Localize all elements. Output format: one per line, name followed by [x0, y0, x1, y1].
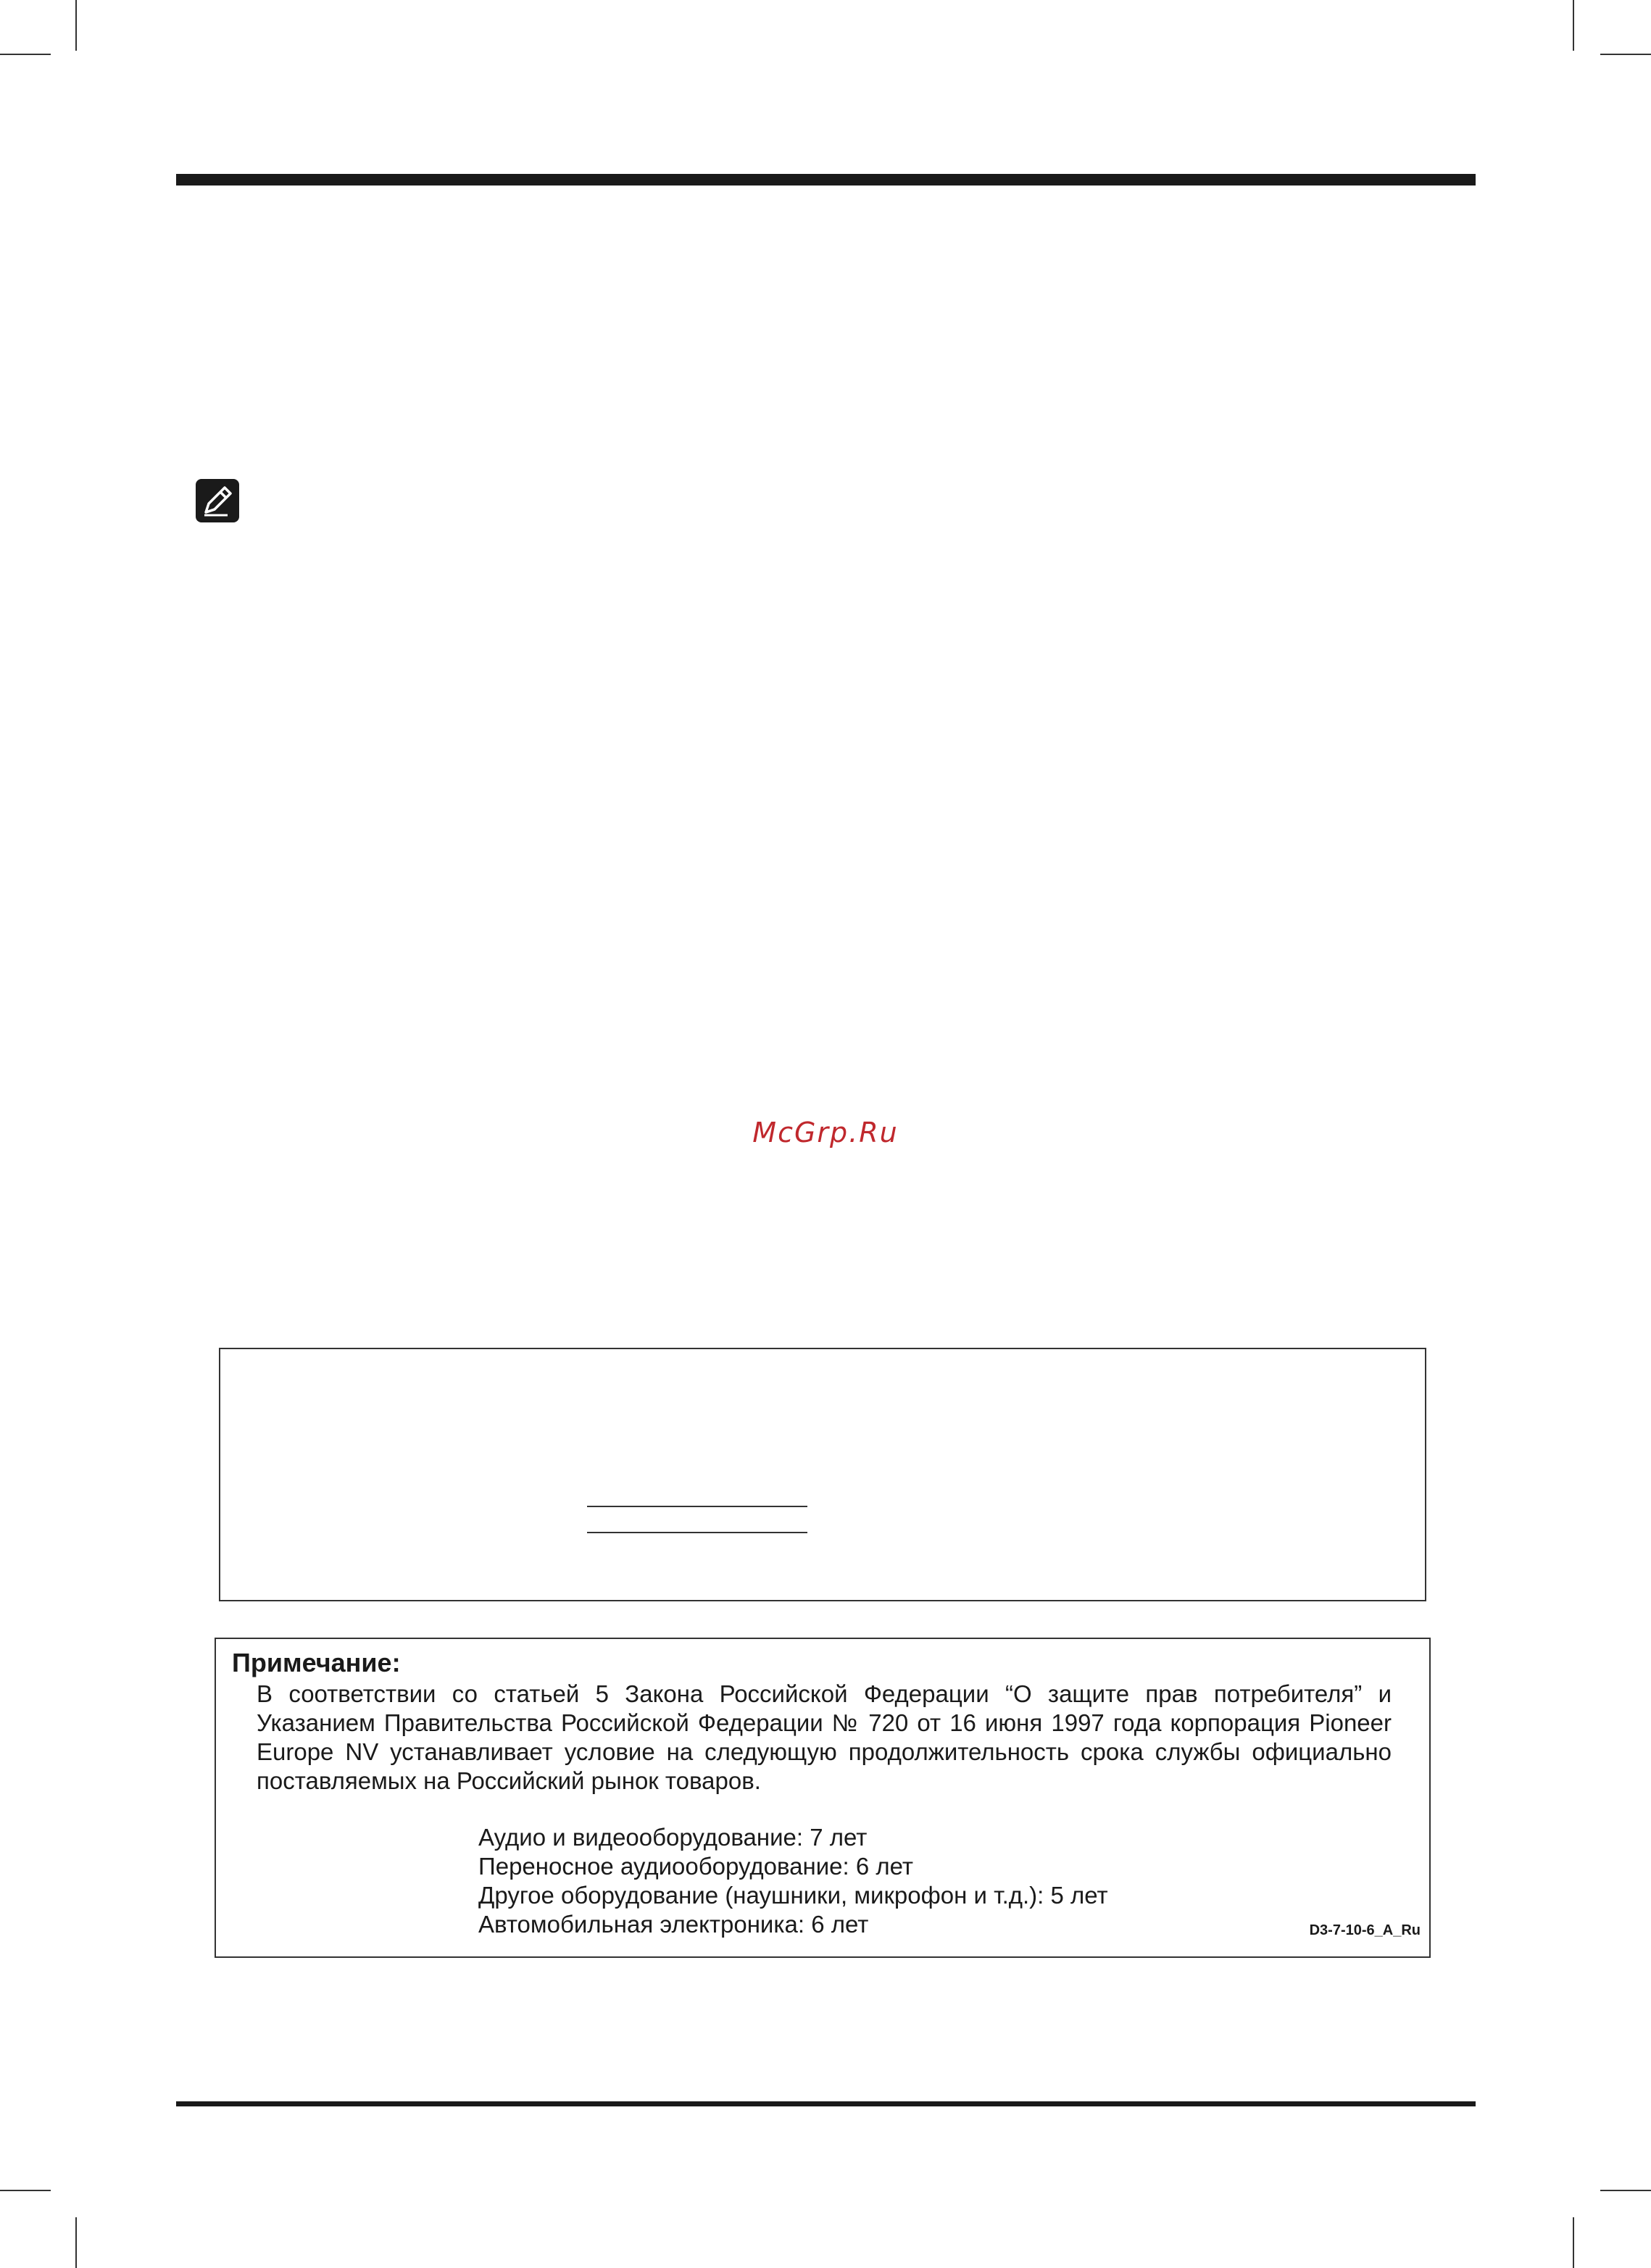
crop-mark [0, 54, 51, 55]
header-rule [176, 174, 1476, 185]
footer-rule [176, 2101, 1476, 2106]
notice-box [215, 1638, 1431, 1958]
crop-mark [75, 0, 77, 51]
signature-line [587, 1506, 807, 1507]
service-life-list [478, 1823, 1108, 1939]
list-item: Другое оборудование (наушники, микрофон и т.д.): 5 лет [478, 1882, 1108, 1909]
list-item: Переносное аудиооборудование: 6 лет [478, 1853, 913, 1880]
signature-line [587, 1532, 807, 1533]
watermark: McGrp.Ru [752, 1117, 899, 1148]
crop-mark [75, 2217, 77, 2268]
crop-mark [1573, 0, 1574, 51]
warranty-box [219, 1348, 1426, 1601]
crop-mark [1573, 2217, 1574, 2268]
crop-mark [1600, 54, 1651, 55]
notice-body: В соответствии со статьей 5 Закона Российской Федерации “О защите прав потребителя” и Указанием Правительства Российской Федерации № 720 от 16 июня 1997 года корпорация Pioneer Europe NV устанавливает условие на следующую продолжительность срока службы официально поставляемых на Российский рынок товаров. [257, 1680, 1392, 1794]
crop-mark [0, 2190, 51, 2191]
list-item: Аудио и видеооборудование: 7 лет [478, 1824, 868, 1851]
crop-mark [1600, 2190, 1651, 2191]
notice-title: Примечание: [232, 1648, 401, 1677]
pencil-note-icon [196, 479, 239, 522]
list-item: Автомобильная электроника: 6 лет [478, 1911, 869, 1938]
document-code: D3-7-10-6_A_Ru [1309, 1922, 1421, 1938]
